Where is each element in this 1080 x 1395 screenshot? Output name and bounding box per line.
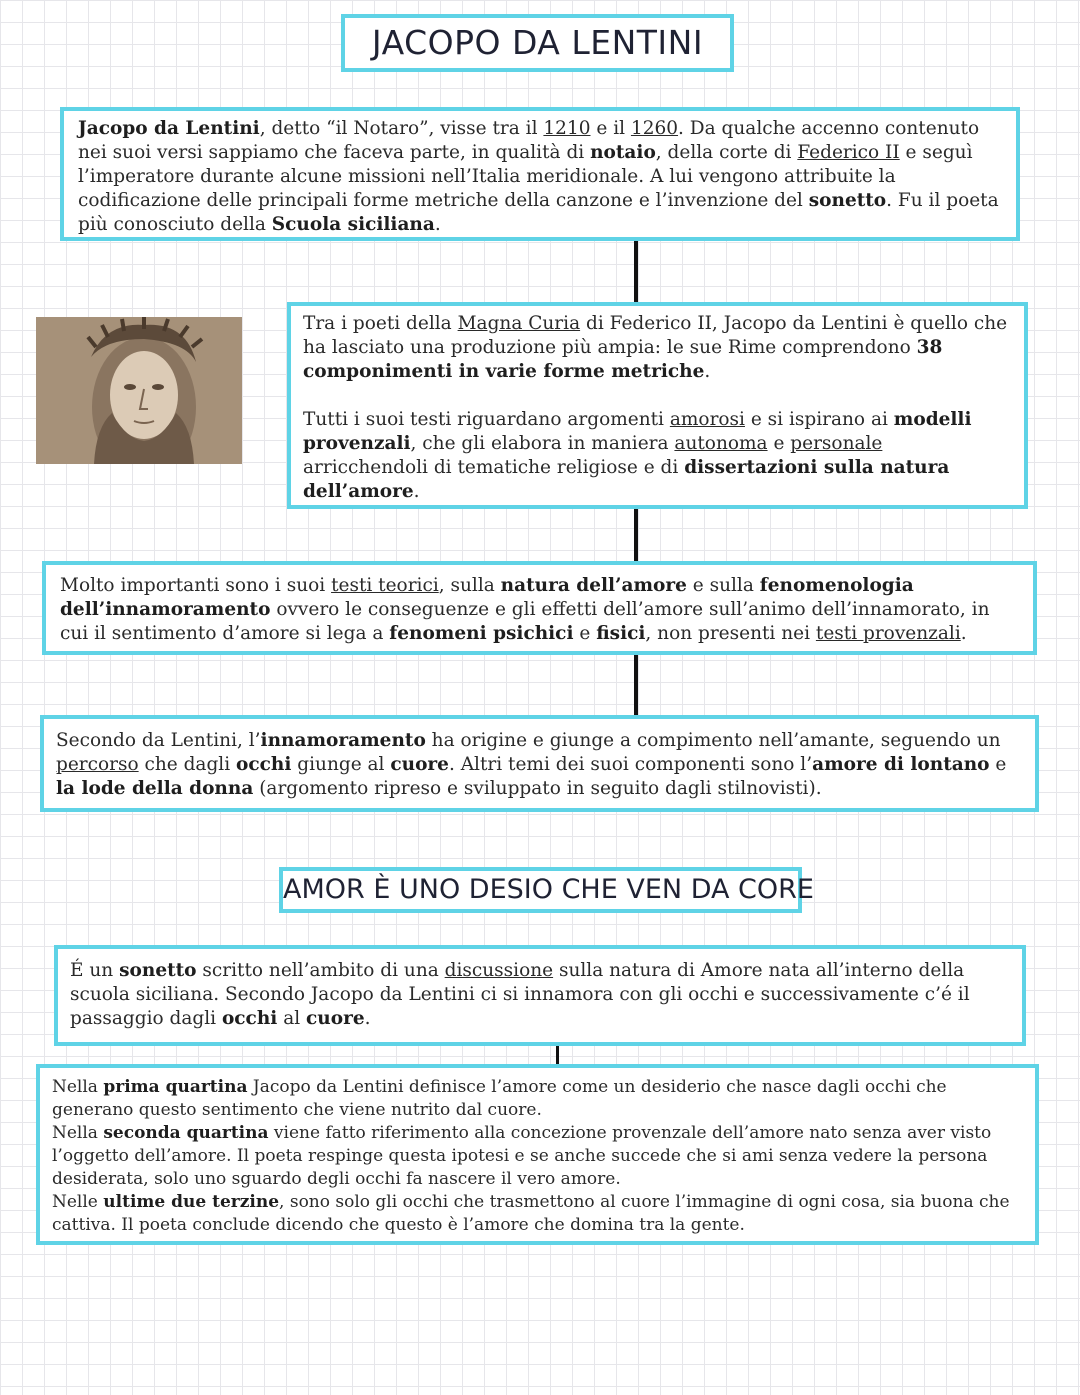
analysis-first-quatrain (52, 1076, 1023, 1122)
underlined-term: autonoma (674, 433, 768, 454)
text-run: , della corte di (655, 142, 798, 163)
text-run: e sulla (686, 575, 760, 596)
text-run: . Fu il poeta più conosciuto della (78, 190, 999, 235)
bold-term: seconda quartina (103, 1123, 269, 1143)
text-run: scritto nell’ambito di una (196, 960, 445, 981)
underlined-term: discussione (444, 960, 554, 981)
connector-line (634, 655, 638, 716)
text-run: Nella (52, 1077, 104, 1097)
underlined-term: amorosi (669, 409, 745, 430)
connector-line (634, 509, 638, 561)
text-run: Secondo da Lentini, l’ (56, 730, 261, 751)
sonnet-title (279, 867, 814, 913)
bold-term: fisici (596, 623, 646, 644)
bold-term: modelli provenzali (303, 409, 972, 454)
bold-term: sonetto (808, 190, 887, 211)
text-run: e (573, 623, 597, 644)
page-title (341, 14, 734, 72)
themes-box (40, 715, 1039, 812)
bold-term: fenomenologia dell’innamoramento (60, 575, 914, 620)
text-run: . (960, 623, 967, 644)
analysis-second-quatrain (52, 1122, 1023, 1191)
bold-term: ultime due terzine (103, 1192, 280, 1212)
text-run: arricchendoli di tematiche religiose e di (303, 457, 685, 478)
themes-text (56, 729, 1023, 801)
underlined-term: percorso (56, 754, 139, 775)
text-run: É un (70, 960, 120, 981)
bold-term: sonetto (119, 960, 197, 981)
bold-term: prima quartina (103, 1077, 248, 1097)
bold-term: occhi (221, 1008, 278, 1029)
bold-term: Scuola siciliana (271, 214, 435, 235)
text-run: e seguì l’imperatore durante alcune missioni nell’Italia meridionale. A lui vengono attribuite la codificazione delle principali forme metriche della canzone e l’invenzione del (78, 142, 973, 211)
text-run: , sulla (438, 575, 501, 596)
bio-box (60, 107, 1020, 241)
underlined-term: Magna Curia (457, 313, 581, 334)
page-title-text: JACOPO DA LENTINI (371, 23, 704, 62)
bold-term: 38 componimenti in varie forme metriche (303, 337, 943, 382)
theory-text (60, 574, 1019, 646)
text-run: Jacopo da Lentini definisce l’amore come un desiderio che nasce dagli occhi che generano questo sentimento che viene nutrito dal cuore. (52, 1077, 947, 1120)
text-run: Tra i poeti della (303, 313, 458, 334)
bold-term: innamoramento (260, 730, 426, 751)
text-run: . (364, 1008, 371, 1029)
underlined-term: personale (790, 433, 883, 454)
connector-line (634, 241, 638, 302)
text-run: , che gli elabora in maniera (410, 433, 675, 454)
production-paragraph-2 (303, 408, 1012, 504)
theory-box (42, 561, 1037, 655)
bold-term: dissertazioni sulla natura dell’amore (303, 457, 950, 502)
underlined-term: testi teorici (331, 575, 439, 596)
bold-term: amore di lontano (812, 754, 990, 775)
bold-term: cuore (390, 754, 449, 775)
underlined-term: 1210 (543, 118, 591, 139)
text-run: . Altri temi dei suoi componenti sono l’ (448, 754, 813, 775)
portrait-illustration (36, 317, 242, 464)
bold-term: la lode della donna (56, 778, 254, 799)
text-run: ovvero le conseguenze e gli effetti dell’amore sull’animo dell’innamorato, in cui il sentimento d’amore si lega a (60, 599, 990, 644)
text-run: Tutti i suoi testi riguardano argomenti (303, 409, 670, 430)
sonnet-intro-text (70, 959, 1010, 1031)
sonnet-intro-box (54, 945, 1026, 1046)
analysis-tercets (52, 1191, 1023, 1237)
text-run: di Federico II, Jacopo da Lentini è quello che ha lasciato una produzione più ampia: le sue Rime comprendono (303, 313, 1008, 358)
underlined-term: testi provenzali (815, 623, 961, 644)
text-run: che dagli (138, 754, 237, 775)
text-run: e (767, 433, 791, 454)
text-run: . Da qualche accenno contenuto nei suoi versi sappiamo che faceva parte, in qualità di (78, 118, 980, 163)
bold-term: fenomeni psichici (389, 623, 574, 644)
text-run: , non presenti nei (645, 623, 816, 644)
text-run: e il (590, 118, 631, 139)
bio-text (78, 117, 1002, 237)
text-run: ha origine e giunge a compimento nell’amante, seguendo un (425, 730, 1001, 751)
text-run: . (704, 361, 711, 382)
production-paragraph-1 (303, 312, 1012, 384)
bold-term: occhi (236, 754, 292, 775)
text-run: sulla natura di Amore nata all’interno della scuola siciliana. Secondo Jacopo da Lentini ci si innamora con gli occhi e successivamente c’é il passaggio dagli (70, 960, 970, 1029)
bold-term: cuore (306, 1008, 365, 1029)
text-run: , sono solo gli occhi che trasmettono al cuore l’immagine di ogni cosa, sia buona che cattiva. Il poeta conclude dicendo che questo è l’amore che domina tra la gente. (52, 1192, 1010, 1235)
text-run: al (277, 1008, 307, 1029)
bold-term: notaio (590, 142, 656, 163)
sonnet-analysis-box (36, 1064, 1039, 1245)
bold-term: Jacopo da Lentini (78, 118, 260, 139)
text-run: Nelle (52, 1192, 104, 1212)
poet-portrait (36, 317, 242, 464)
underlined-term: 1260 (630, 118, 679, 139)
text-run: e (989, 754, 1007, 775)
text-run: Molto importanti sono i suoi (60, 575, 332, 596)
text-run: (argomento ripreso e sviluppato in seguito dagli stilnovisti). (253, 778, 822, 799)
text-run: . (413, 481, 420, 502)
text-run: . (434, 214, 441, 235)
production-box (287, 302, 1028, 509)
text-run: Nella (52, 1123, 104, 1143)
bold-term: natura dell’amore (500, 575, 687, 596)
text-run: , detto “il Notaro”, visse tra il (259, 118, 544, 139)
connector-line (556, 1046, 559, 1064)
text-run: viene fatto riferimento alla concezione provenzale dell’amore nato senza aver visto l’oggetto dell’amore. Il poeta respinge questa ipotesi e se anche succede che si ami senza vedere la persona desiderata, solo uno sguardo degli occhi fa nascere il vero amore. (52, 1123, 992, 1189)
sonnet-title-text: AMOR È UNO DESIO CHE VEN DA CORE (283, 874, 814, 905)
underlined-term: Federico II (797, 142, 900, 163)
text-run: giunge al (291, 754, 391, 775)
text-run: e si ispirano ai (744, 409, 894, 430)
